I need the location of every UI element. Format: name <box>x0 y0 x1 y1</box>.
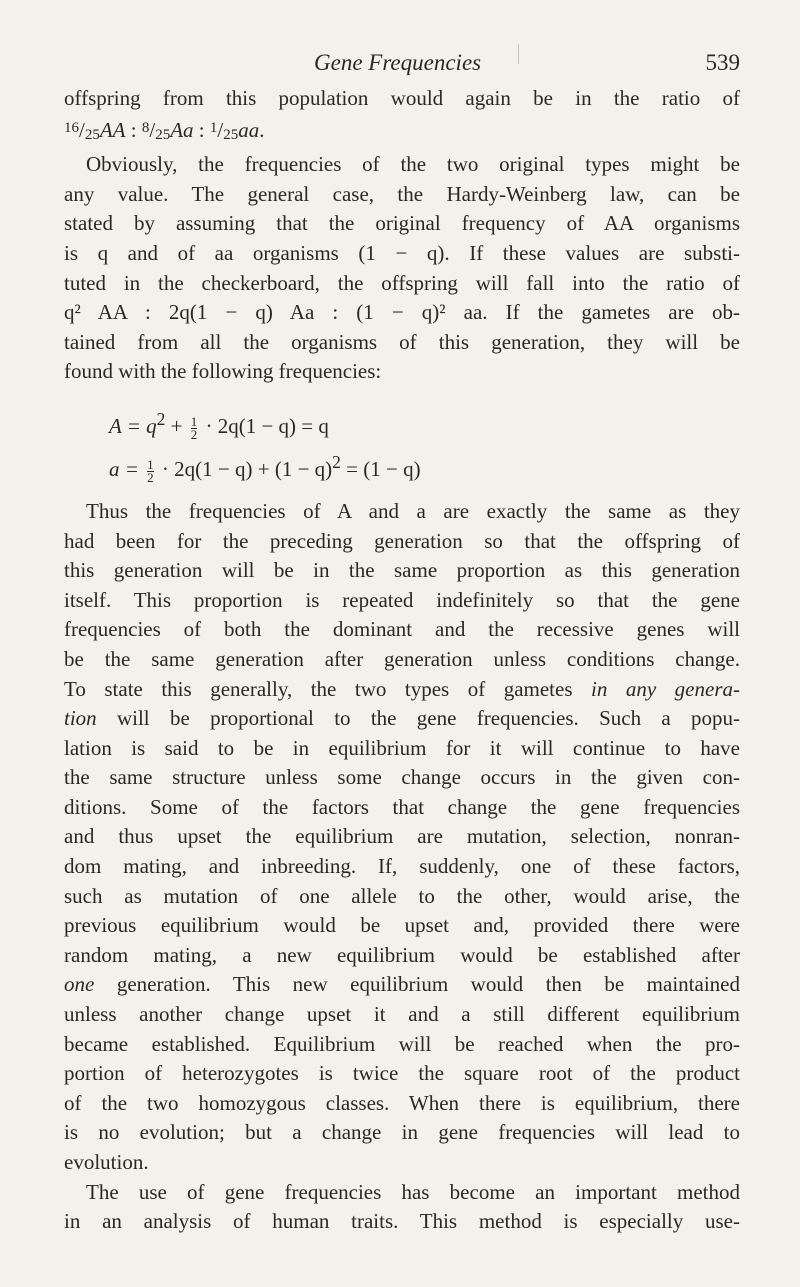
exponent: 2 <box>332 451 341 472</box>
equation-term: a = <box>109 456 145 481</box>
ratio-separator: : <box>125 117 142 142</box>
fraction-denominator: 2 <box>190 426 198 442</box>
emphasis: one <box>64 972 95 997</box>
text-line <box>64 704 740 734</box>
text-span: will be proportional to the gene frequencies. Such a popu- <box>96 706 740 731</box>
fraction-numerator: 1 <box>190 413 198 429</box>
text-line: in an analysis of human traits. This method is especially use- <box>64 1209 740 1234</box>
text-line: Thus the frequencies of A and a are exactly the same as they <box>86 498 740 523</box>
genotype-ratio: $^{16}/_{25}AA$ : $^8/_{25}Aa$ : $^1/_{25}aa$. <box>64 117 265 143</box>
text-span: To state this generally, the two types of gametes <box>64 676 592 701</box>
text-line: unless another change upset it and a still different equilibrium <box>64 1002 740 1027</box>
text-line <box>64 675 740 705</box>
text-line: dom mating, and inbreeding. If, suddenly, one of these factors, <box>64 854 740 879</box>
paragraph-1 <box>64 84 740 150</box>
paragraph-4 <box>64 1178 740 1237</box>
equation-term: · 2q(1 − q) = q <box>200 413 329 438</box>
genotype-label: Aa <box>170 117 194 142</box>
equation-term: = (1 − q) <box>340 456 421 481</box>
page-header <box>64 50 740 84</box>
book-page <box>64 50 740 1237</box>
text-line: this generation will be in the same proportion as this generation <box>64 558 740 583</box>
equation-allele-a <box>64 444 740 487</box>
text-line: tuted in the checkerboard, the offspring will fall into the ratio of <box>64 270 740 295</box>
equation-term: A = q <box>109 413 157 438</box>
fraction-numerator: 16 <box>64 119 79 136</box>
equation-allele-A <box>64 401 740 444</box>
paragraph-2 <box>64 150 740 387</box>
equation-term: · 2q(1 − q) + (1 − q) <box>156 456 333 481</box>
text-line: itself. This proportion is repeated indefinitely so that the gene <box>64 587 740 612</box>
text-line: is q and of aa organisms (1 − q). If these values are substi- <box>64 240 740 265</box>
text-line: the same structure unless some change occurs in the given con- <box>64 765 740 790</box>
ratio-end: . <box>259 117 265 142</box>
text-line: ditions. Some of the factors that change the gene frequencies <box>64 794 740 819</box>
fraction-half <box>190 413 198 442</box>
fraction-half <box>147 456 154 485</box>
fraction-denominator: 25 <box>155 126 171 143</box>
gutter-mark <box>518 44 519 64</box>
running-head: Gene Frequencies <box>314 50 482 75</box>
fraction-numerator: 8 <box>141 119 150 136</box>
text-span: generation. This new equilibrium would then be maintained <box>94 972 740 997</box>
text-line: be the same generation after generation unless conditions change. <box>64 646 740 671</box>
text-line: portion of heterozygotes is twice the square root of the product <box>64 1061 740 1086</box>
fraction-numerator: 1 <box>209 119 218 136</box>
text-line: previous equilibrium would be upset and, provided there were <box>64 913 740 938</box>
text-line <box>64 970 740 1000</box>
text-line: q² AA : 2q(1 − q) Aa : (1 − q)² aa. If the gametes are ob- <box>64 300 740 325</box>
fraction-denominator: 2 <box>147 469 154 485</box>
ratio-separator: : <box>193 117 210 142</box>
exponent: 2 <box>156 408 166 429</box>
text-line: lation is said to be in equilibrium for it will continue to have <box>64 735 740 760</box>
fraction-numerator: 1 <box>147 456 154 472</box>
page-number: 539 <box>705 50 740 75</box>
text-line: any value. The general case, the Hardy-Weinberg law, can be <box>64 181 740 206</box>
text-line: found with the following frequencies: <box>64 359 382 384</box>
text-line: of the two homozygous classes. When there is equilibrium, there <box>64 1090 740 1115</box>
text-line: offspring from this population would again be in the ratio of <box>64 86 740 110</box>
emphasis: in any genera- <box>591 676 740 701</box>
emphasis: tion <box>64 706 97 731</box>
text-line: had been for the preceding generation so that the offspring of <box>64 528 740 553</box>
text-line: is no evolution; but a change in gene frequencies will lead to <box>64 1120 740 1145</box>
text-line: frequencies of both the dominant and the recessive genes will <box>64 617 740 642</box>
text-line: and thus upset the equilibrium are mutation, selection, nonran- <box>64 824 740 849</box>
text-line: evolution. <box>64 1150 149 1174</box>
text-line: such as mutation of one allele to the other, would arise, the <box>64 883 740 908</box>
fraction-denominator: 25 <box>84 126 100 143</box>
equation-block <box>64 401 740 487</box>
text-line: tained from all the organisms of this generation, they will be <box>64 329 740 354</box>
paragraph-3 <box>64 497 740 1178</box>
text-line: random mating, a new equilibrium would be established after <box>64 942 740 967</box>
text-line: became established. Equilibrium will be reached when the pro- <box>64 1031 740 1056</box>
text-line: stated by assuming that the original frequency of AA organisms <box>64 211 740 236</box>
genotype-label: AA <box>99 117 126 142</box>
text-line: Obviously, the frequencies of the two original types might be <box>86 152 740 177</box>
equation-term: + <box>165 413 188 438</box>
fraction-denominator: 25 <box>223 126 239 143</box>
genotype-label: aa <box>238 117 260 142</box>
text-line: The use of gene frequencies has become an important method <box>86 1179 740 1204</box>
